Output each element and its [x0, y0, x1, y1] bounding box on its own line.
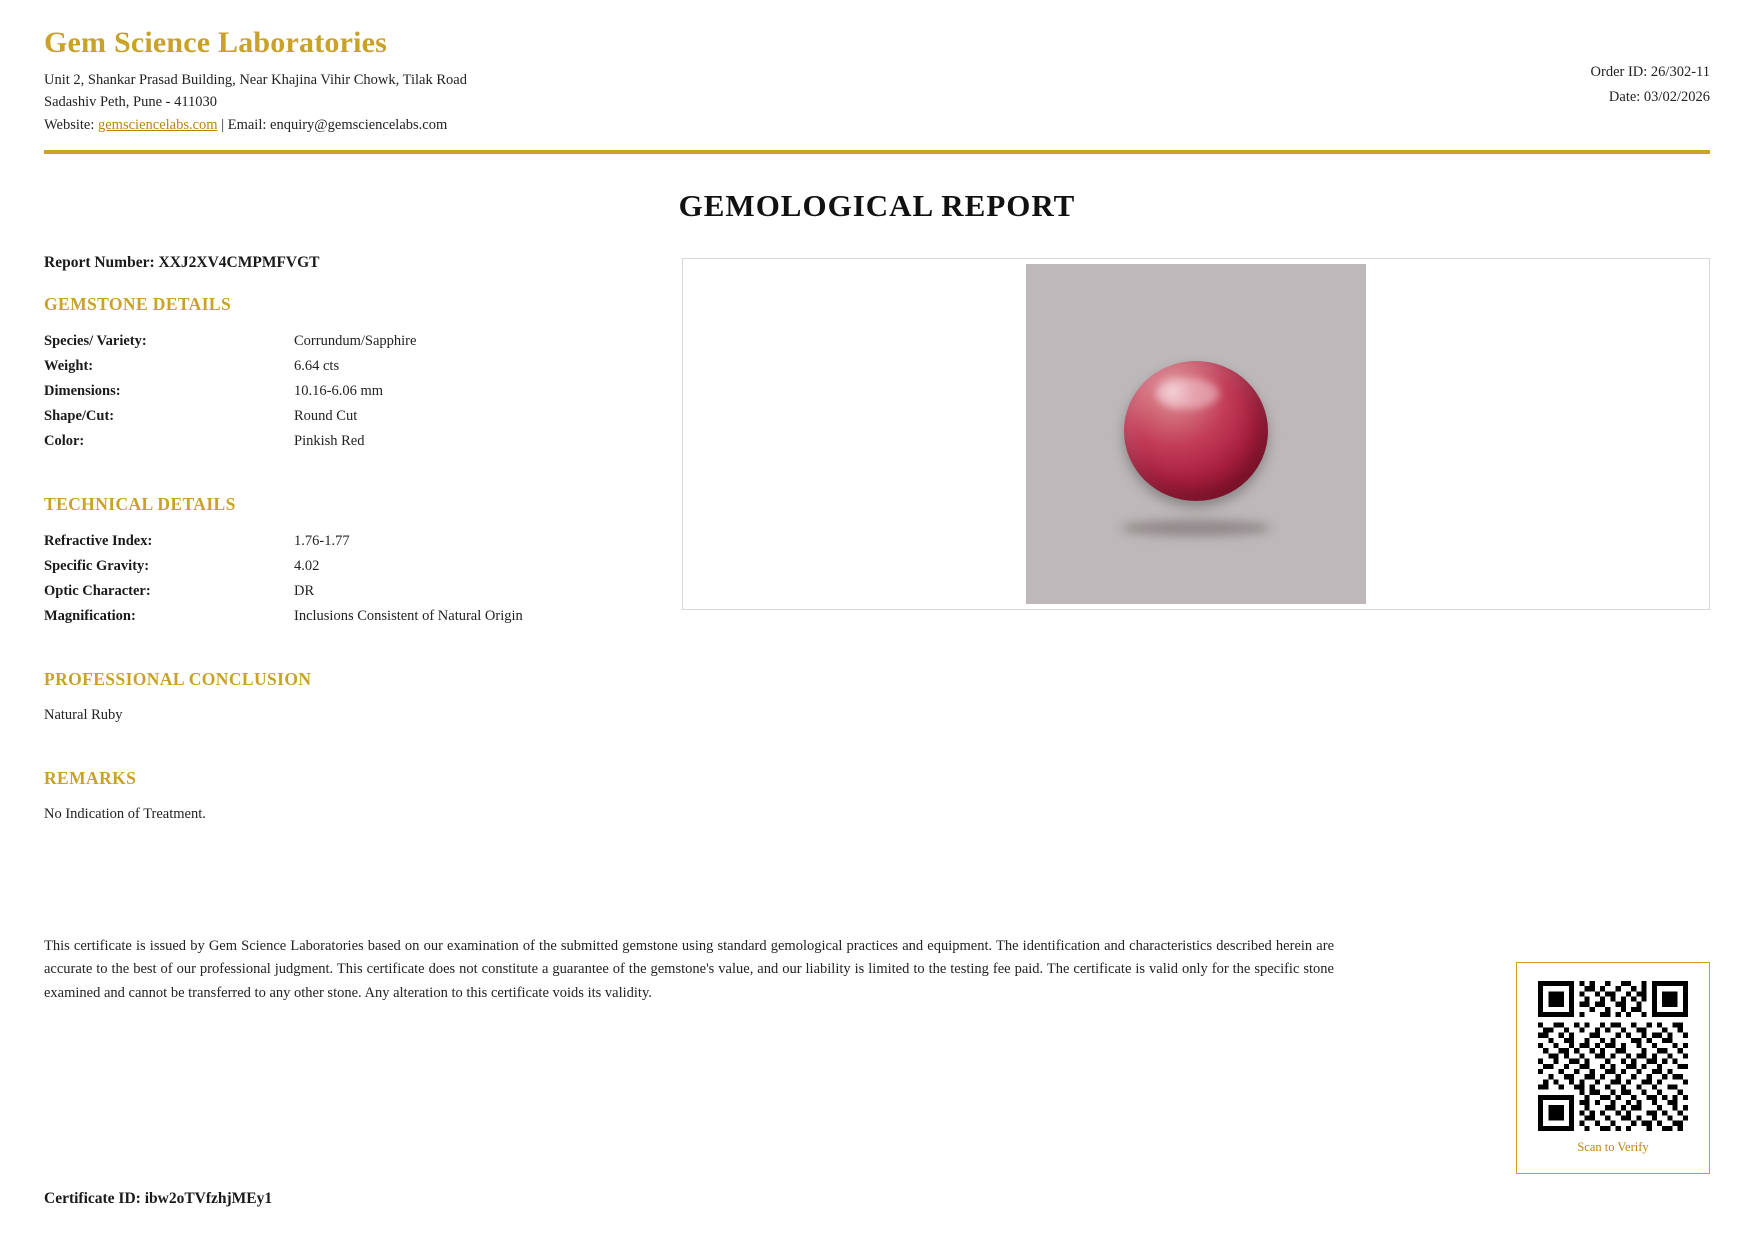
details-column — [44, 254, 664, 825]
report-date: Date: 03/02/2026 — [1608, 88, 1710, 105]
section-heading-remarks: REMARKS — [44, 767, 137, 788]
qr-caption: Scan to Verify — [1577, 1140, 1649, 1154]
table-row — [44, 604, 664, 629]
row-value: Round Cut — [294, 408, 358, 425]
row-key: Shape/Cut: — [44, 408, 115, 425]
table-row — [44, 404, 664, 429]
gem-image-frame — [682, 258, 1710, 610]
gemstone-details-table — [44, 329, 664, 454]
gem-shadow — [1121, 520, 1271, 536]
website-link[interactable]: gemsciencelabs.com — [98, 116, 218, 133]
qr-verification-box[interactable] — [1516, 962, 1710, 1174]
row-value: 6.64 cts — [294, 358, 340, 375]
row-key: Refractive Index: — [44, 533, 153, 550]
main-content — [44, 254, 1710, 825]
certificate-id — [44, 1190, 272, 1208]
disclaimer-text: This certificate is issued by Gem Science Laboratories based on our examination of the submitted gemstone using standard gemological practices and equipment. The identification and characteristics described herein are accurate to the best of our professional judgment. This certificate does not constitute a guarantee of the gemstone's value, and our liability is limited to the testing fee paid. The certificate is valid only for the specific stone examined and cannot be transferred to any other stone. Any alteration to this certificate voids its validity. — [44, 938, 1334, 1001]
table-row — [44, 579, 664, 604]
row-value: Inclusions Consistent of Natural Origin — [294, 608, 523, 625]
document-header — [44, 0, 1710, 136]
row-key: Dimensions: — [44, 383, 121, 400]
row-value: DR — [294, 583, 315, 600]
technical-details-table — [44, 529, 664, 629]
address-line-1: Unit 2, Shankar Prasad Building, Near Khajina Vihir Chowk, Tilak Road — [44, 72, 467, 88]
lab-identity-block — [44, 26, 467, 136]
report-number-value: XXJ2XV4CMPMFVGT — [158, 254, 320, 272]
qr-code-icon — [1538, 981, 1688, 1131]
email-text: | Email: enquiry@gemsciencelabs.com — [217, 116, 448, 133]
row-key: Color: — [44, 433, 85, 450]
row-key: Specific Gravity: — [44, 558, 150, 575]
lab-name: Gem Science Laboratories — [44, 26, 388, 59]
page-title: GEMOLOGICAL REPORT — [678, 188, 1076, 224]
row-value: 1.76-1.77 — [294, 533, 350, 550]
website-label: Website: — [44, 116, 98, 133]
order-id: Order ID: 26/302-11 — [1590, 64, 1710, 80]
row-value: 10.16-6.06 mm — [294, 383, 384, 400]
address-line-2: Sadashiv Peth, Pune - 411030 — [44, 94, 218, 111]
header-divider — [44, 150, 1710, 154]
gem-image-column — [664, 254, 1710, 825]
row-value: 4.02 — [294, 558, 320, 575]
ruby-gemstone-icon — [1124, 361, 1268, 501]
table-row — [44, 379, 664, 404]
professional-conclusion-text: Natural Ruby — [44, 707, 123, 724]
row-key: Magnification: — [44, 608, 136, 625]
certificate-id-value: ibw2oTVfzhjMEy1 — [144, 1190, 273, 1207]
table-row — [44, 354, 664, 379]
order-meta-block — [1591, 26, 1710, 109]
remarks-text: No Indication of Treatment. — [44, 805, 206, 822]
row-value: Pinkish Red — [294, 433, 365, 450]
table-row — [44, 554, 664, 579]
section-heading-technical-details: TECHNICAL DETAILS — [44, 494, 236, 515]
row-key: Weight: — [44, 358, 94, 375]
section-heading-professional-conclusion: PROFESSIONAL CONCLUSION — [44, 669, 312, 690]
report-number-label: Report Number: — [44, 254, 155, 272]
row-key: Species/ Variety: — [44, 333, 147, 350]
section-heading-gemstone-details: GEMSTONE DETAILS — [44, 294, 232, 315]
certificate-id-label: Certificate ID: — [44, 1190, 141, 1207]
row-key: Optic Character: — [44, 583, 151, 600]
contact-line — [44, 114, 467, 136]
table-row — [44, 529, 664, 554]
table-row — [44, 429, 664, 454]
gem-photo — [1026, 264, 1366, 604]
row-value: Corrundum/Sapphire — [294, 333, 417, 350]
report-number — [44, 254, 664, 272]
table-row — [44, 329, 664, 354]
